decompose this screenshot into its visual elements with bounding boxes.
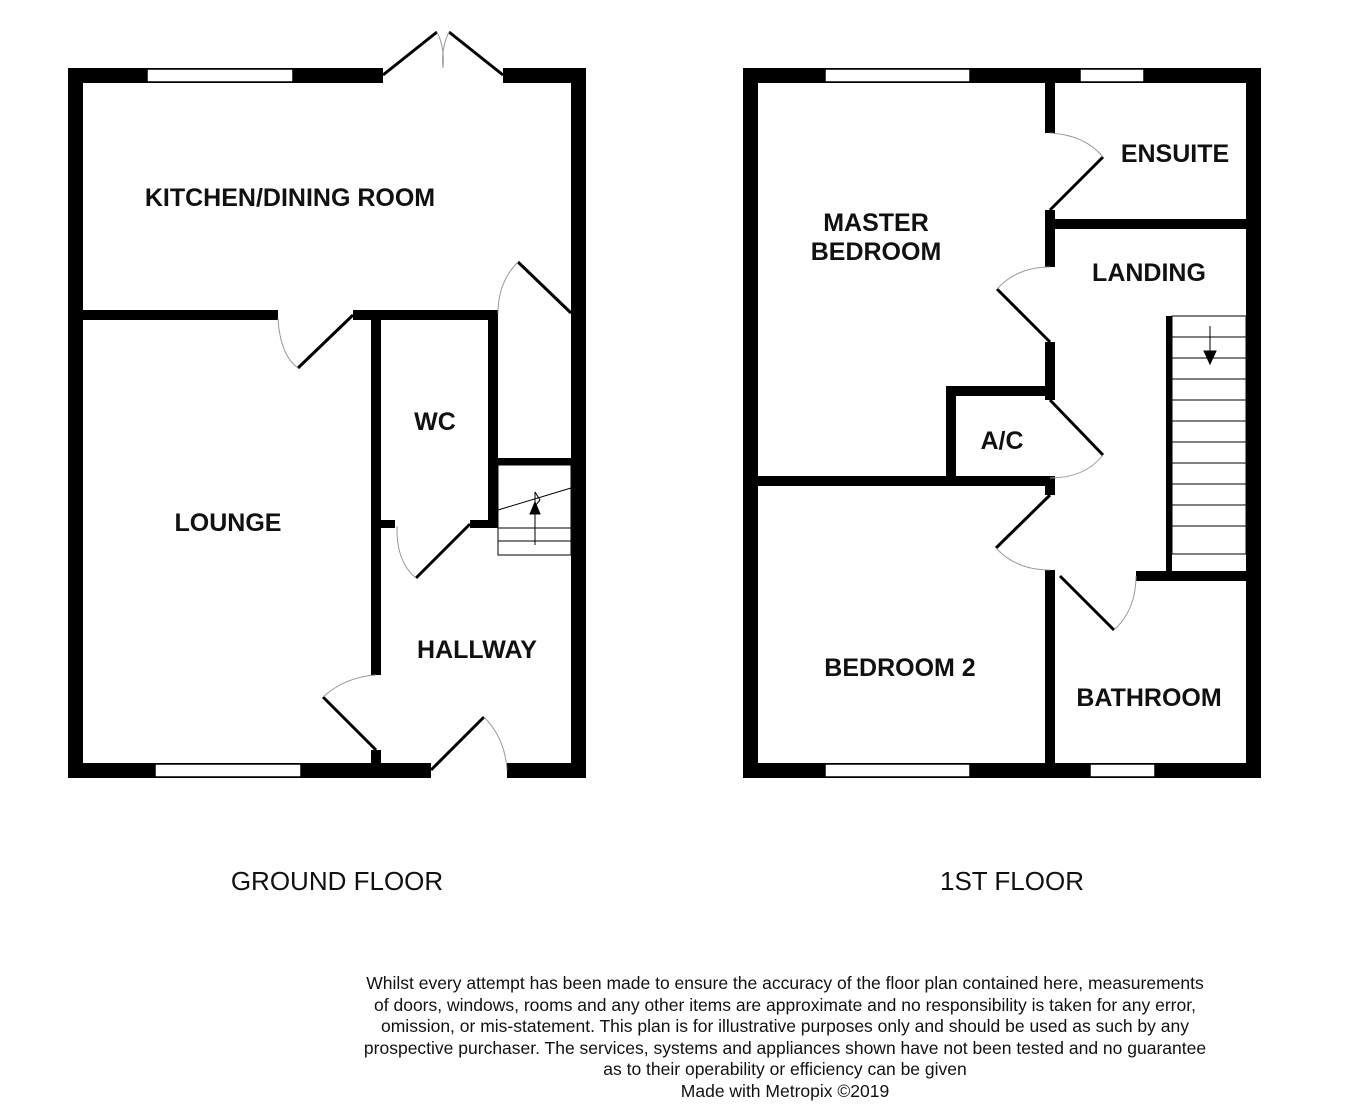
kitchen-side-door: [498, 262, 571, 313]
room-label-landing: LANDING: [1092, 259, 1206, 287]
disclaimer-line: omission, or mis-statement. This plan is for illustrative purposes only and should be used as such by any: [381, 1016, 1189, 1036]
metropix-credit: Made with Metropix ©2019: [680, 1080, 890, 1101]
room-label-bedroom2: BEDROOM 2: [824, 654, 976, 682]
ensuite-door: [1050, 133, 1103, 210]
disclaimer-line: Whilst every attempt has been made to ensure the accuracy of the floor plan contained here, measurements: [366, 973, 1204, 993]
room-label-kitchen: KITCHEN/DINING ROOM: [144, 184, 436, 212]
kitchen-lounge-door: [278, 315, 353, 368]
disclaimer-line: of doors, windows, rooms and any other items are approximate and no responsibility is taken for any error,: [374, 994, 1196, 1015]
disclaimer: [300, 973, 1270, 1102]
room-label-ensuite: ENSUITE: [1120, 140, 1230, 168]
room-label-wc: WC: [414, 408, 456, 436]
room-label-airing-cupboard: A/C: [980, 427, 1024, 455]
disclaimer-line: as to their operability or efficiency can be given: [603, 1059, 967, 1079]
room-label-lounge: LOUNGE: [174, 509, 282, 537]
ground-floor-windows: [147, 69, 301, 777]
room-label-bathroom: BATHROOM: [1076, 684, 1222, 712]
room-label-master-bedroom-line1: MASTER: [823, 209, 929, 237]
bathroom-door: [1060, 576, 1136, 630]
french-doors: [383, 32, 503, 75]
ground-floor-title: GROUND FLOOR: [230, 866, 444, 896]
bedroom2-door: [996, 495, 1050, 570]
ground-floor-room-labels: [145, 184, 537, 664]
disclaimer-line: prospective purchaser. The services, systems and appliances shown have not been tested and no guarantee: [363, 1037, 1207, 1058]
room-label-hallway: HALLWAY: [417, 636, 537, 664]
wc-door: [397, 524, 470, 578]
first-floor-outer-walls: [743, 68, 1261, 778]
first-floor-doors: [996, 133, 1136, 630]
lounge-hall-door: [323, 675, 376, 750]
first-floor-title: 1ST FLOOR: [939, 866, 1085, 896]
airing-cupboard-door: [1050, 400, 1103, 478]
room-label-master-bedroom-line2: BEDROOM: [810, 238, 942, 266]
first-floor-plan: [743, 68, 1261, 896]
front-door: [431, 717, 507, 770]
ground-floor-outer-walls: [68, 68, 586, 778]
ground-floor-stairs: [498, 465, 571, 555]
first-floor-stairs: [1172, 316, 1246, 554]
master-bedroom-door: [997, 267, 1050, 342]
ground-floor-plan: [68, 32, 586, 896]
